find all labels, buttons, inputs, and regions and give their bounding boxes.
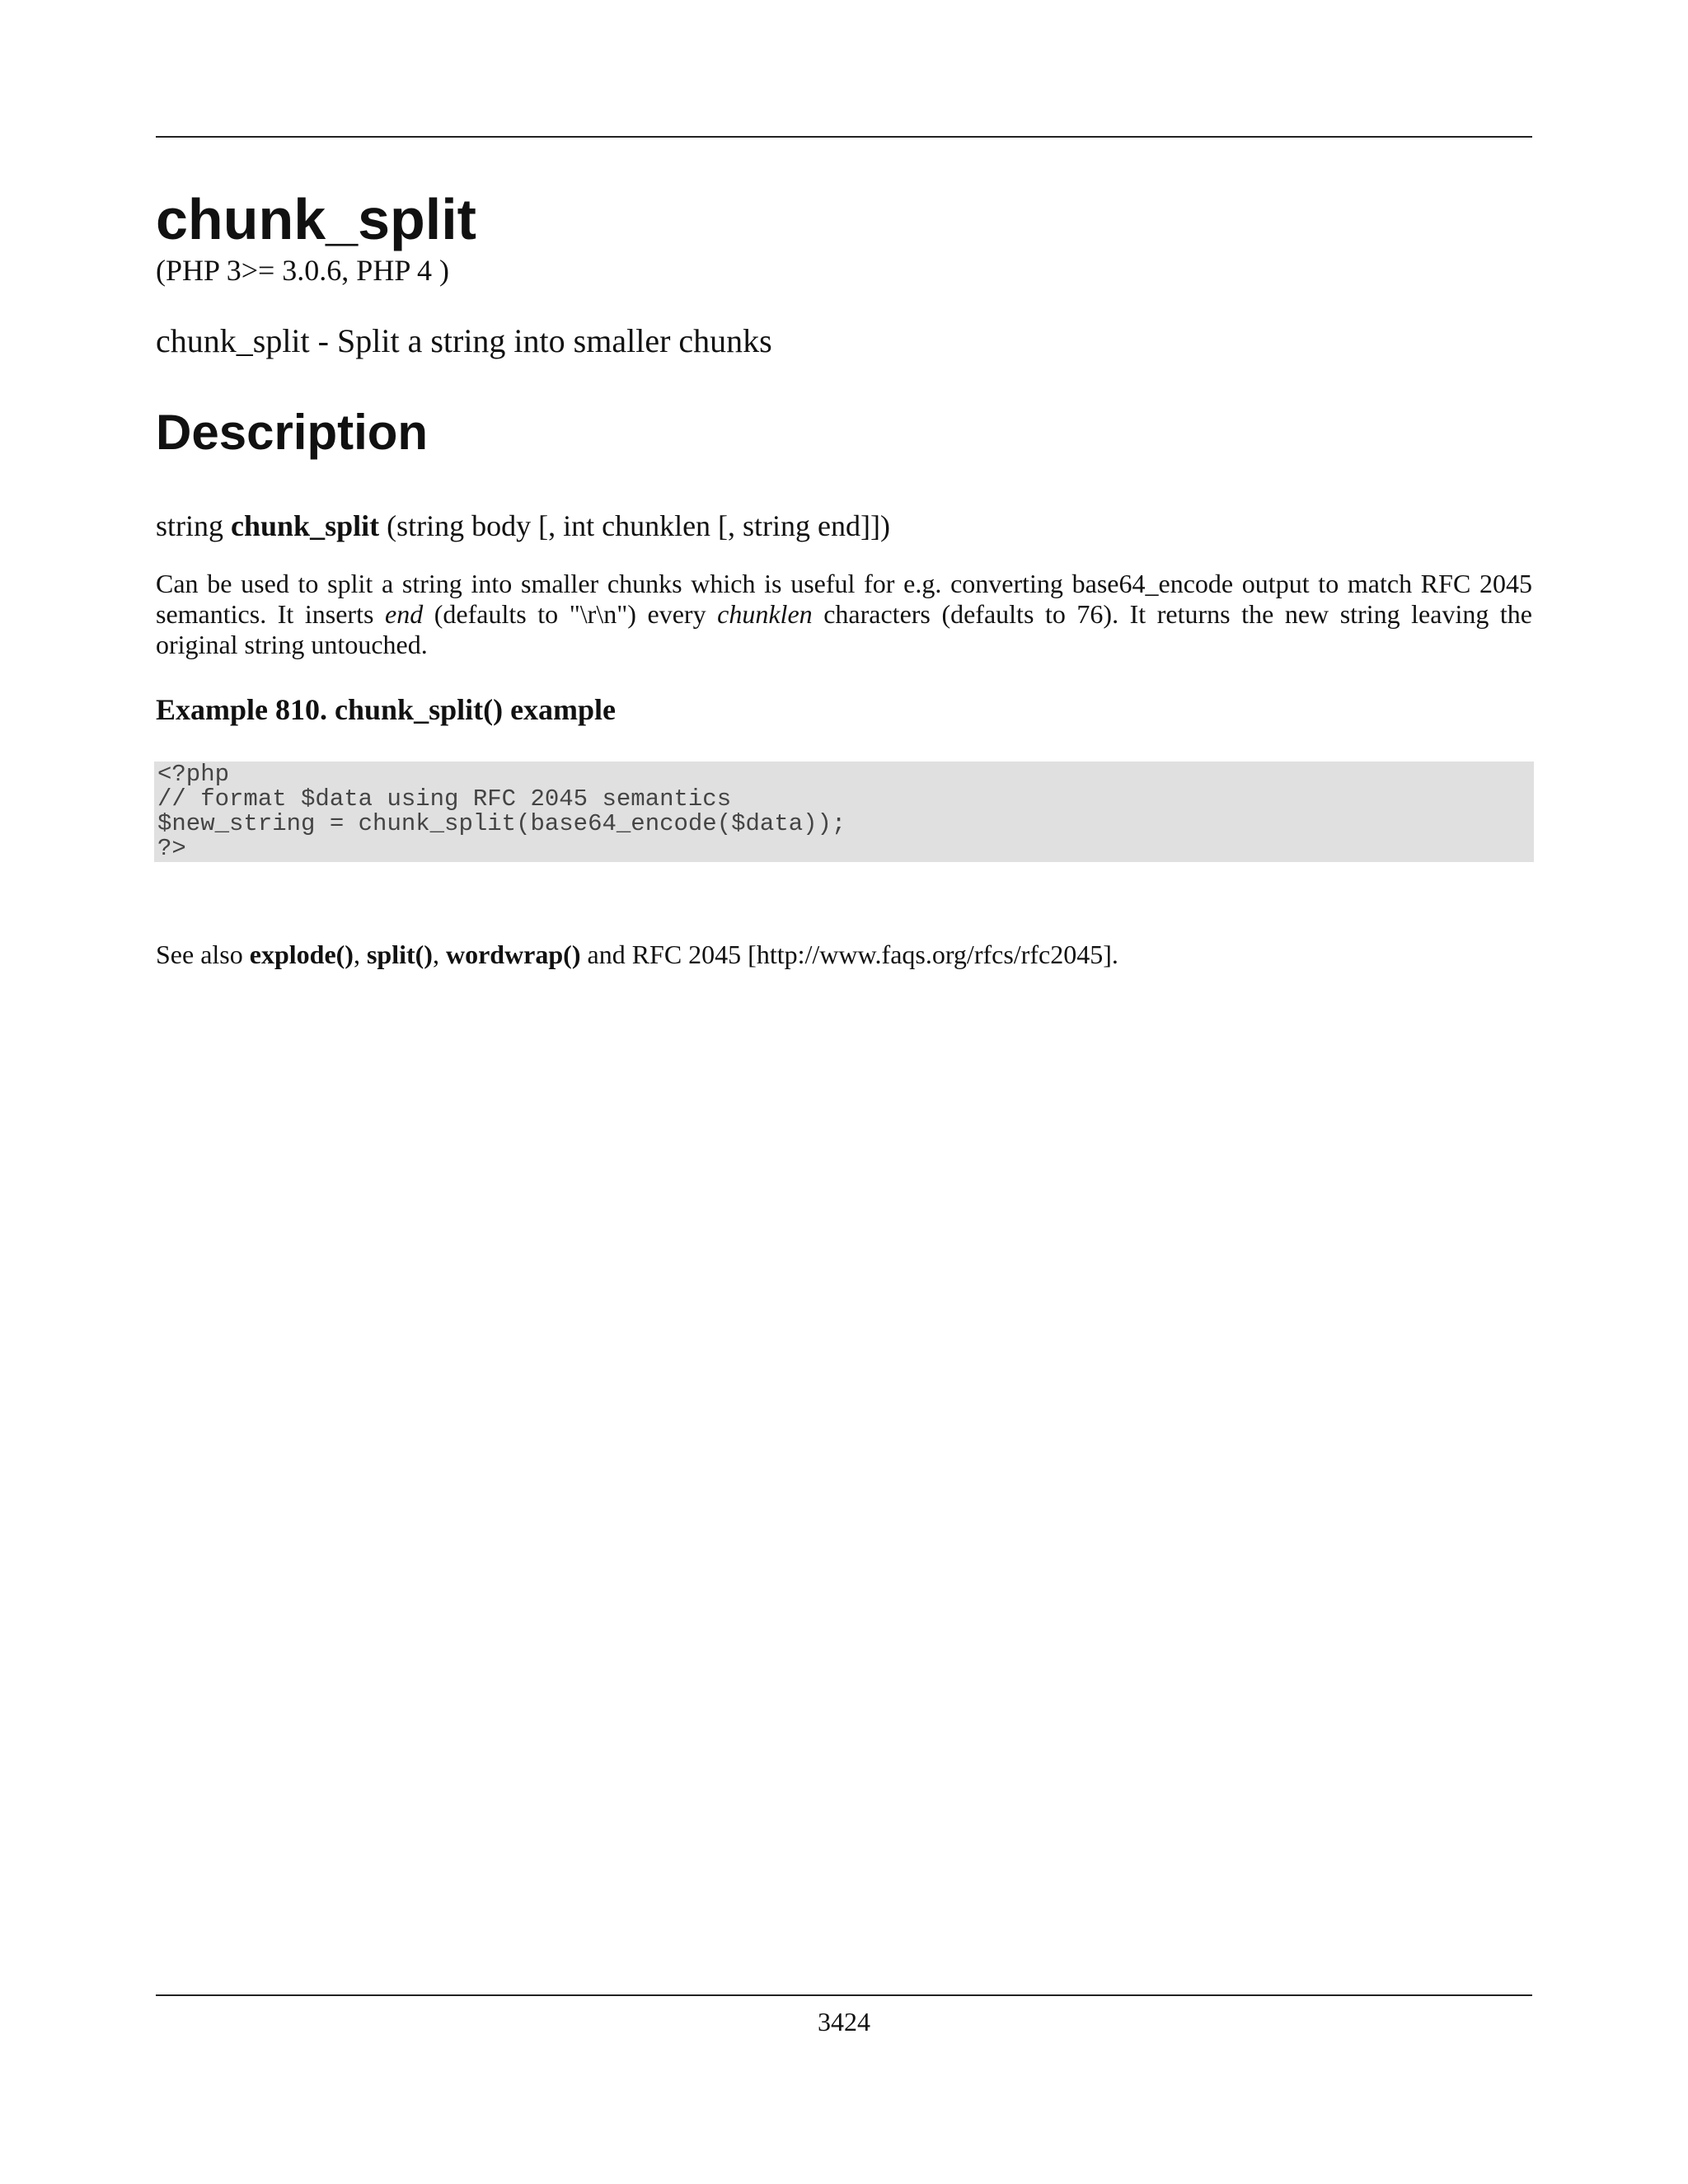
header-rule [156, 136, 1532, 138]
version-info: (PHP 3>= 3.0.6, PHP 4 ) [156, 254, 449, 287]
see-also-suffix: and RFC 2045 [http://www.faqs.org/rfcs/rfc2045]. [580, 940, 1118, 969]
example-title: Example 810. chunk_split() example [156, 693, 617, 726]
function-params: (string body [, int chunklen [, string end]]) [379, 509, 890, 542]
see-also-prefix: See also [156, 940, 250, 969]
description-heading: Description [156, 405, 429, 460]
function-name: chunk_split [231, 509, 380, 542]
code-example: <?php // format $data using RFC 2045 semantics $new_string = chunk_split(base64_encode($data)); ?> [154, 762, 1534, 862]
separator: , [353, 940, 367, 969]
description-text-3: characters (defaults to 76). It returns the new string leaving the original string untouched. [156, 599, 1533, 659]
link-wordwrap[interactable]: wordwrap() [445, 940, 581, 969]
function-synopsis [156, 509, 890, 544]
link-explode[interactable]: explode() [249, 940, 354, 969]
return-type: string [156, 509, 232, 542]
description-text-2: (defaults to "\r\n") every [423, 599, 718, 629]
separator: , [432, 940, 446, 969]
footer-rule [156, 1994, 1532, 1996]
description-text-1: Can be used to split a string into smaller chunks which is useful for e.g. converting base64_encode output to match RFC 2045 semantics. It inserts [156, 569, 1532, 629]
param-end: end [384, 599, 424, 629]
description-paragraph [156, 569, 1532, 660]
page-number: 3424 [818, 2007, 870, 2036]
function-title: chunk_split [156, 187, 476, 251]
link-split[interactable]: split() [366, 940, 433, 969]
see-also [156, 939, 1118, 970]
param-chunklen: chunklen [717, 599, 813, 629]
function-purpose: chunk_split - Split a string into smaller chunks [156, 322, 772, 359]
